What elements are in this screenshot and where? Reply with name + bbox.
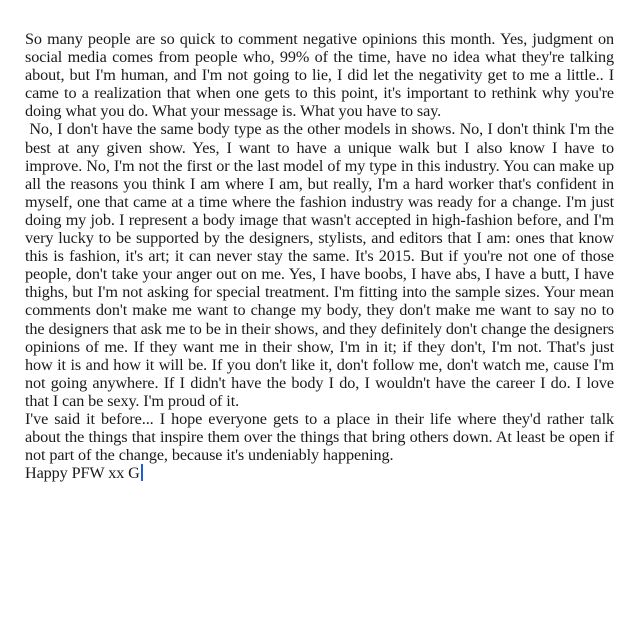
paragraph-signoff: [25, 464, 614, 482]
text-cursor: [141, 464, 143, 481]
paragraph-intro: So many people are so quick to comment negative opinions this month. Yes, judgment on social media comes from people who, 99% of the time, have no idea what they're talking about, but I'm human, and I'm not going to lie, I did let the negativity get to me a little.. I came to a realization that when one gets to this point, it's important to rethink why you're doing what you do. What your message is. What you have to say.: [25, 30, 614, 121]
paragraph-body: No, I don't have the same body type as the other models in shows. No, I don't think I'm the best at any given show. Yes, I want to have a unique walk but I also know I have to improve. No, I'm not the first or the last model of my type in this industry. You can make up all the reasons you think I am where I am, but really, I'm a hard worker that's confident in myself, one that came at a time where the fashion industry was ready for a change. I'm just doing my job. I represent a body image that wasn't accepted in high-fashion before, and I'm very lucky to be supported by the designers, stylists, and editors that I am: ones that know this is fashion, it's art; it can never stay the same. It's 2015. But if you're not one of those people, don't take your anger out on me. Yes, I have boobs, I have abs, I have a butt, I have thighs, but I'm not asking for special treatment. I'm fitting into the sample sizes. Your mean comments don't make me want to change my body, they don't make me want to say no to the designers that ask me to be in their shows, and they definitely don't change the designers opinions of me. If they want me in their show, I'm in it; if they don't, I'm not. That's just how it is and how it will be. If you don't like it, don't follow me, don't watch me, cause I'm not going anywhere. If I didn't have the body I do, I wouldn't have the career I do. I love that I can be sexy. I'm proud of it.: [25, 120, 618, 410]
text-editor-area[interactable]: [25, 30, 618, 483]
paragraph-closing: I've said it before... I hope everyone gets to a place in their life where they'd rather talk about the things that inspire them over the things that bring others down. At least be open if not part of the change, because it's undeniably happening.: [25, 409, 614, 465]
signoff-text: Happy PFW xx G: [25, 464, 140, 483]
